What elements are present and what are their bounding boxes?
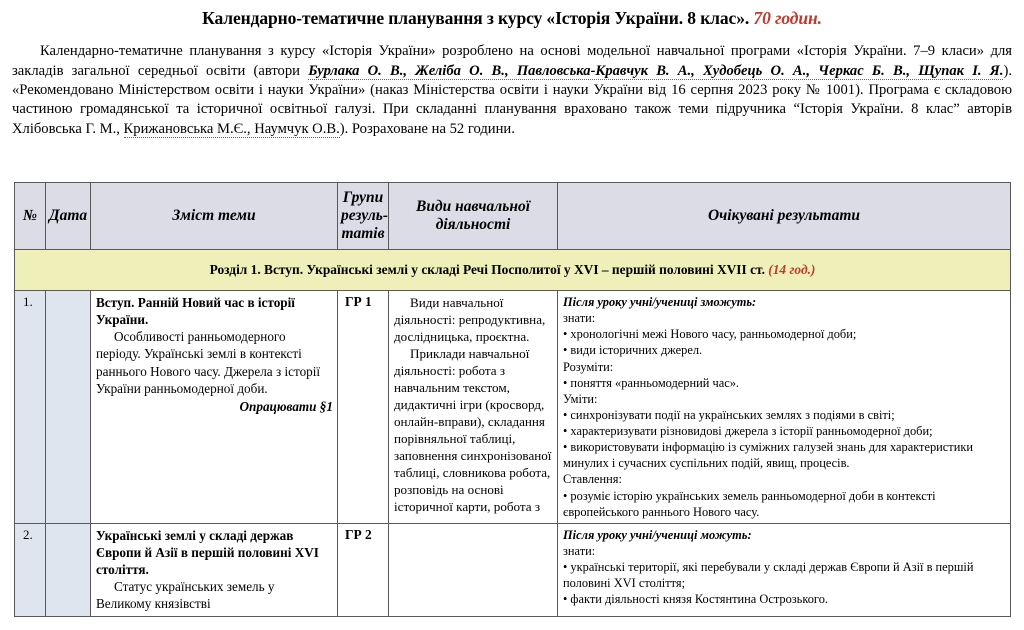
intro-paragraph [12, 42, 1012, 139]
title-main-text: Календарно-тематичне планування з курсу «Історія України. 8 клас». [202, 8, 750, 28]
column-header-topic: Зміст теми [91, 183, 338, 250]
column-header-groups: Групи резуль-татів [338, 183, 389, 250]
cell-expected-results [558, 291, 1011, 524]
column-header-activity: Види навчальної діяльності [389, 183, 558, 250]
topic-assignment: Опрацювати §1 [239, 398, 333, 414]
results-bullet: • види історичних джерел. [563, 343, 703, 358]
cell-expected-results [558, 523, 1011, 616]
topic-title: Вступ. Ранній Новий час в історії України. [96, 295, 295, 328]
column-header-results: Очікувані результати [558, 183, 1011, 250]
results-bullet: • характеризувати різновидові джерела з історії ранньомодерної доби; [563, 424, 933, 438]
table-header-row [15, 183, 1011, 250]
cell-topic [91, 523, 338, 616]
activity-examples: Приклади навчальної діяльності: робота з навчальним текстом, дидактичні ігри (кросворд, онлайн-вправи), складання порівняльної таблиці, заповнення синхронізованої таблиці, словникова робота, розповідь на основі історичної карти, робота з [394, 346, 552, 515]
results-label: знати: [563, 311, 596, 326]
cell-result-group: ГР 2 [338, 523, 389, 616]
results-bullet: • українські території, які перебували у складі держав Європи й Азії в першій половині XVI століття; [563, 560, 974, 591]
cell-date [46, 291, 91, 524]
activity-types: Види навчальної діяльності: репродуктивна, дослідницька, проєктна. [394, 295, 546, 345]
intro-text-part-3: ). Розраховане на 52 години. [339, 120, 515, 137]
column-header-date: Дата [46, 183, 91, 250]
title-hours-text: 70 годин. [753, 8, 822, 28]
column-header-number: № [15, 183, 46, 250]
results-label: Розуміти: [563, 359, 614, 374]
cell-topic [91, 291, 338, 524]
cell-row-number: 2. [15, 523, 46, 616]
intro-text-part-2: ). «Рекомендовано Міністерством освіти і науки України» (наказ Міністерства освіти і науки України від 16 серпня 2023 року № 1001). Програма є складовою частиною громадянської та історичної освітньої галузі. При складанні планування враховано також теми підручника “Історія України. 8 клас” авторів Хлібовська Г. М., [12, 62, 1012, 137]
results-bullet: • синхронізувати події на українських землях з подіями в світі; [563, 407, 895, 422]
topic-body: Особливості ранньомодерного періоду. Українські землі в контексті раннього Нового часу. Джерела з історії України ранньомодерної доби. [96, 329, 321, 396]
table-body [15, 250, 1011, 617]
table-header [15, 183, 1011, 250]
cell-row-number: 1. [15, 291, 46, 524]
topic-title: Українські землі у складі держав Європи й Азії в першій половині XVI століття. [96, 527, 319, 578]
results-label: Ставлення: [563, 472, 622, 487]
results-bullet: • поняття «ранньомодерний час». [563, 375, 740, 390]
topic-body: Статус українських земель у Великому князівстві [96, 579, 275, 612]
results-heading: Після уроку учні/учениці зможуть: [563, 295, 757, 309]
cell-result-group: ГР 1 [338, 291, 389, 524]
intro-text-part-1: Календарно-тематичне планування з курсу «Історія України» розроблено на основі модельної навчальної програми «Історія України. 7–9 класи» для закладів загальної середньої освіти (автори [12, 43, 1012, 79]
table-row [15, 523, 1011, 616]
page-title [0, 0, 1024, 28]
results-bullet: • використовувати інформацію із суміжних галузей знань для характеристики минулих і сучасних суспільних подій, явищ, процесів. [563, 440, 973, 471]
results-bullet: • хронологічні межі Нового часу, ранньомодерної доби; [563, 327, 857, 342]
cell-activity [389, 523, 558, 616]
calendar-planning-table [14, 182, 1011, 617]
cell-date [46, 523, 91, 616]
section-header-row [15, 250, 1011, 291]
results-label: Уміти: [563, 391, 598, 406]
results-bullet: • розуміє історію українських земель ранньомодерної доби в контексті європейського раннього Нового часу. [563, 488, 936, 519]
table-row [15, 291, 1011, 524]
results-bullet: • факти діяльності князя Костянтина Острозького. [563, 592, 828, 607]
section-header-cell [15, 250, 1011, 291]
results-label: знати: [563, 543, 596, 558]
results-heading: Після уроку учні/учениці можуть: [563, 527, 752, 542]
section-header-text: Розділ 1. Вступ. Українські землі у складі Речі Посполитої у XVI – першій половині XVII ст. [209, 262, 769, 277]
intro-authors-textbook: Крижановська М.Є., Наумчук О.В. [123, 120, 340, 137]
section-header-hours: (14 год.) [768, 262, 816, 277]
cell-activity [389, 291, 558, 524]
intro-authors-primary: Бурлака О. В., Желіба О. В., Павловська-Кравчук В. А., Худобець О. А., Черкас Б. В., Щупак І. Я. [308, 62, 1004, 79]
